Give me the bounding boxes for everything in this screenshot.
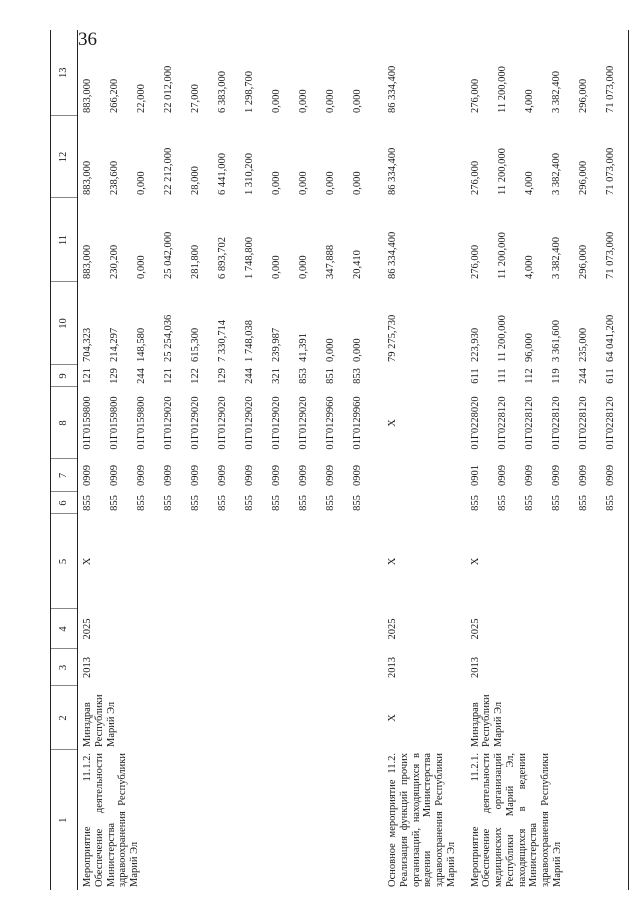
program-code: 855 — [550, 495, 562, 511]
amount-2026: 276,000 — [469, 78, 481, 113]
budget-table — [50, 30, 629, 890]
program-code: 855 — [496, 495, 508, 511]
activity-title: Мероприятие 11.2.1. Обеспечение деятельности медицинских организаций Республики Марий Эл, находящихся в ведении Министерства здравоохранения Республики Марий Эл — [469, 753, 563, 887]
amount-2025: 71 073,000 — [604, 147, 616, 195]
section-code: 0901 — [469, 465, 481, 486]
amount-2025: 0,000 — [271, 171, 282, 195]
section-code: 0909 — [550, 465, 562, 486]
amount-2024: 11 200,000 — [496, 232, 508, 279]
table-row — [466, 30, 493, 890]
expense-type: 129 — [109, 368, 120, 384]
amount-2026: 71 073,000 — [604, 65, 616, 113]
program-code: 855 — [136, 495, 147, 511]
amount-2024: 230,200 — [109, 244, 120, 279]
amount-2024: 276,000 — [469, 244, 481, 279]
amount-2023: 25 254,036 — [163, 314, 174, 362]
column-header: 12 — [51, 116, 78, 198]
amount-2023: 214,297 — [109, 327, 120, 362]
amount-2026: 883,000 — [82, 78, 93, 113]
target-code: 01Г0129020 — [244, 396, 255, 450]
program-code: 855 — [352, 495, 363, 511]
rotated-table-container — [50, 30, 616, 890]
section-code: 0909 — [163, 465, 174, 486]
amount-2025: 0,000 — [325, 171, 336, 195]
target-code: 01Г0129960 — [352, 396, 363, 450]
target-code: X — [387, 419, 398, 427]
program-code: 855 — [190, 495, 201, 511]
page-number: 36 — [78, 29, 97, 50]
amount-2024: 281,800 — [190, 244, 201, 279]
target-code: 01Г0129960 — [325, 396, 336, 450]
expense-type: 244 — [577, 368, 589, 384]
expense-type: 112 — [523, 368, 535, 384]
start-year: 2013 — [387, 657, 398, 678]
amount-2024: 20,410 — [352, 250, 363, 279]
expense-type: 119 — [550, 368, 562, 384]
executor: Минздрав Республики Марий Эл — [469, 694, 504, 747]
activity-title: Мероприятие 11.1.2. Обеспечение деятельности Министерства здравоохранения Республики Марий Эл — [82, 753, 140, 887]
amount-2025: 22 212,000 — [163, 147, 174, 195]
target-code: 01Г0228120 — [577, 396, 589, 450]
table-header-row — [51, 30, 78, 890]
spacer-row — [375, 30, 383, 890]
activity-title: Основное мероприятие 11.2. Реализация функций прочих организаций, находящихся в ведении Министерства здравоохранения Республики Марий Эл — [387, 753, 457, 887]
amount-2025: 238,600 — [109, 160, 120, 195]
amount-2023: 11 200,000 — [496, 315, 508, 362]
amount-2024: 883,000 — [82, 244, 93, 279]
executor: Минздрав Республики Марий Эл — [82, 694, 117, 747]
amount-2025: 28,000 — [190, 166, 201, 195]
section-code: 0909 — [298, 465, 309, 486]
program-code: 855 — [217, 495, 228, 511]
section-code: 0909 — [523, 465, 535, 486]
amount-2024: 6 893,702 — [217, 237, 228, 279]
amount-2025: 0,000 — [298, 171, 309, 195]
amount-2025: 883,000 — [82, 160, 93, 195]
program-code: 855 — [298, 495, 309, 511]
expense-type: 244 — [244, 368, 255, 384]
bottom-rule-cell — [628, 30, 629, 890]
amount-2025: 4,000 — [523, 171, 535, 195]
amount-2026: 3 382,400 — [550, 71, 562, 113]
column-header: 10 — [51, 282, 78, 365]
table-bottom-rule — [628, 30, 629, 890]
amount-2023: 704,323 — [82, 327, 93, 362]
expense-type: 244 — [136, 368, 147, 384]
amount-2024: 71 073,000 — [604, 231, 616, 279]
target-code: 01Г0129020 — [298, 396, 309, 450]
amount-2026: 296,000 — [577, 78, 589, 113]
program-code: 855 — [577, 495, 589, 511]
amount-2025: 11 200,000 — [496, 148, 508, 195]
amount-2023: 1 748,038 — [244, 320, 255, 362]
amount-2023: 7 330,714 — [217, 320, 228, 362]
section-code: 0909 — [244, 465, 255, 486]
column-header: 8 — [51, 387, 78, 459]
column-header: 3 — [51, 649, 78, 686]
expense-type: 111 — [496, 368, 508, 384]
section-code: 0909 — [109, 465, 120, 486]
section-code: 0909 — [577, 465, 589, 486]
amount-2026: 0,000 — [271, 89, 282, 113]
amount-2026: 266,200 — [109, 78, 120, 113]
column-header: 4 — [51, 609, 78, 649]
expense-type: 611 — [469, 368, 481, 384]
program-code: 855 — [271, 495, 282, 511]
amount-2023: 615,300 — [190, 327, 201, 362]
amount-2026: 22,000 — [136, 84, 147, 113]
empty-cell — [383, 365, 458, 387]
column-header: 1 — [51, 750, 78, 890]
amount-2023: 235,000 — [577, 327, 589, 362]
program-code: 855 — [604, 495, 616, 511]
target-code: 01Г0228120 — [604, 396, 616, 450]
column-header: 2 — [51, 686, 78, 750]
target-code: 01Г0129020 — [271, 396, 282, 450]
program-code: 855 — [523, 495, 535, 511]
end-year: 2025 — [469, 618, 481, 640]
amount-2024: 86 334,400 — [387, 231, 398, 279]
executor: X — [387, 714, 398, 722]
program-code: 855 — [82, 495, 93, 511]
start-year: 2013 — [469, 657, 481, 678]
program-code: 855 — [244, 495, 255, 511]
amount-2025: 6 441,000 — [217, 153, 228, 195]
expense-type: 121 — [82, 368, 93, 384]
amount-2023: 0,000 — [352, 338, 363, 362]
expense-type: 851 — [325, 368, 336, 384]
spacer-row — [458, 30, 466, 890]
amount-2023: 0,000 — [325, 338, 336, 362]
target-code: 01Г0159800 — [109, 396, 120, 450]
amount-2025: 0,000 — [136, 171, 147, 195]
amount-2025: 296,000 — [577, 160, 589, 195]
amount-2023: 3 361,600 — [550, 320, 562, 362]
amount-2026: 0,000 — [352, 89, 363, 113]
amount-2026: 11 200,000 — [496, 66, 508, 113]
section-code: 0909 — [190, 465, 201, 486]
amount-2026: 22 012,000 — [163, 65, 174, 113]
expense-type: 129 — [217, 368, 228, 384]
program-code: 855 — [469, 495, 481, 511]
target-code: 01Г0159800 — [136, 396, 147, 450]
section-code: 0909 — [496, 465, 508, 486]
target-code: 01Г0228120 — [523, 396, 535, 450]
program-code: 855 — [163, 495, 174, 511]
target-code: 01Г0159800 — [82, 396, 93, 450]
program-code: 855 — [109, 495, 120, 511]
amount-2023: 239,987 — [271, 327, 282, 362]
amount-2023: 79 275,730 — [387, 314, 398, 362]
section-code: 0909 — [604, 465, 616, 486]
target-code: 01Г0129020 — [190, 396, 201, 450]
amount-2025: 276,000 — [469, 160, 481, 195]
empty-cell — [383, 459, 458, 492]
direction-mark: X — [82, 557, 93, 566]
column-header: 7 — [51, 459, 78, 492]
target-code: 01Г0129020 — [163, 396, 174, 450]
expense-type: 321 — [271, 368, 282, 384]
amount-2026: 1 298,700 — [244, 71, 255, 113]
section-code: 0909 — [325, 465, 336, 486]
table-row-total — [383, 30, 458, 890]
table-body — [78, 30, 629, 890]
column-header: 11 — [51, 198, 78, 282]
amount-2024: 347,888 — [325, 244, 336, 279]
amount-2023: 223,930 — [469, 327, 481, 362]
section-code: 0909 — [271, 465, 282, 486]
amount-2026: 6 383,000 — [217, 71, 228, 113]
program-code: 855 — [325, 495, 336, 511]
amount-2024: 3 382,400 — [550, 237, 562, 279]
amount-2025: 86 334,400 — [387, 147, 398, 195]
amount-2024: 0,000 — [136, 255, 147, 279]
expense-type: 121 — [163, 368, 174, 384]
end-year: 2025 — [82, 618, 93, 640]
column-header: 5 — [51, 514, 78, 609]
section-code: 0909 — [136, 465, 147, 486]
section-code: 0909 — [82, 465, 93, 486]
section-code: 0909 — [352, 465, 363, 486]
amount-2026: 27,000 — [190, 84, 201, 113]
expense-type: 853 — [298, 368, 309, 384]
amount-2024: 4,000 — [523, 255, 535, 279]
amount-2023: 96,000 — [523, 333, 535, 362]
empty-cell — [383, 492, 458, 514]
spacer-cell — [375, 30, 383, 890]
amount-2024: 0,000 — [298, 255, 309, 279]
amount-2026: 86 334,400 — [387, 65, 398, 113]
direction-mark: X — [469, 557, 481, 566]
amount-2024: 0,000 — [271, 255, 282, 279]
direction-mark: X — [387, 557, 398, 566]
amount-2026: 0,000 — [298, 89, 309, 113]
expense-type: 853 — [352, 368, 363, 384]
target-code: 01Г0228120 — [550, 396, 562, 450]
column-header: 13 — [51, 30, 78, 116]
amount-2025: 0,000 — [352, 171, 363, 195]
section-code: 0909 — [217, 465, 228, 486]
column-header: 6 — [51, 492, 78, 514]
amount-2023: 41,391 — [298, 333, 309, 362]
amount-2023: 148,580 — [136, 327, 147, 362]
end-year: 2025 — [387, 618, 398, 640]
spacer-cell — [458, 30, 466, 890]
amount-2024: 25 042,000 — [163, 231, 174, 279]
target-code: 01Г0129020 — [217, 396, 228, 450]
column-header: 9 — [51, 365, 78, 387]
amount-2025: 1 310,200 — [244, 153, 255, 195]
target-code: 01Г0228020 — [469, 396, 481, 450]
amount-2024: 296,000 — [577, 244, 589, 279]
amount-2026: 0,000 — [325, 89, 336, 113]
amount-2024: 1 748,800 — [244, 237, 255, 279]
amount-2023: 64 041,200 — [604, 314, 616, 362]
start-year: 2013 — [82, 657, 93, 678]
target-code: 01Г0228120 — [496, 396, 508, 450]
amount-2025: 3 382,400 — [550, 153, 562, 195]
expense-type: 122 — [190, 368, 201, 384]
expense-type: 611 — [604, 368, 616, 384]
table-row — [78, 30, 106, 890]
amount-2026: 4,000 — [523, 89, 535, 113]
